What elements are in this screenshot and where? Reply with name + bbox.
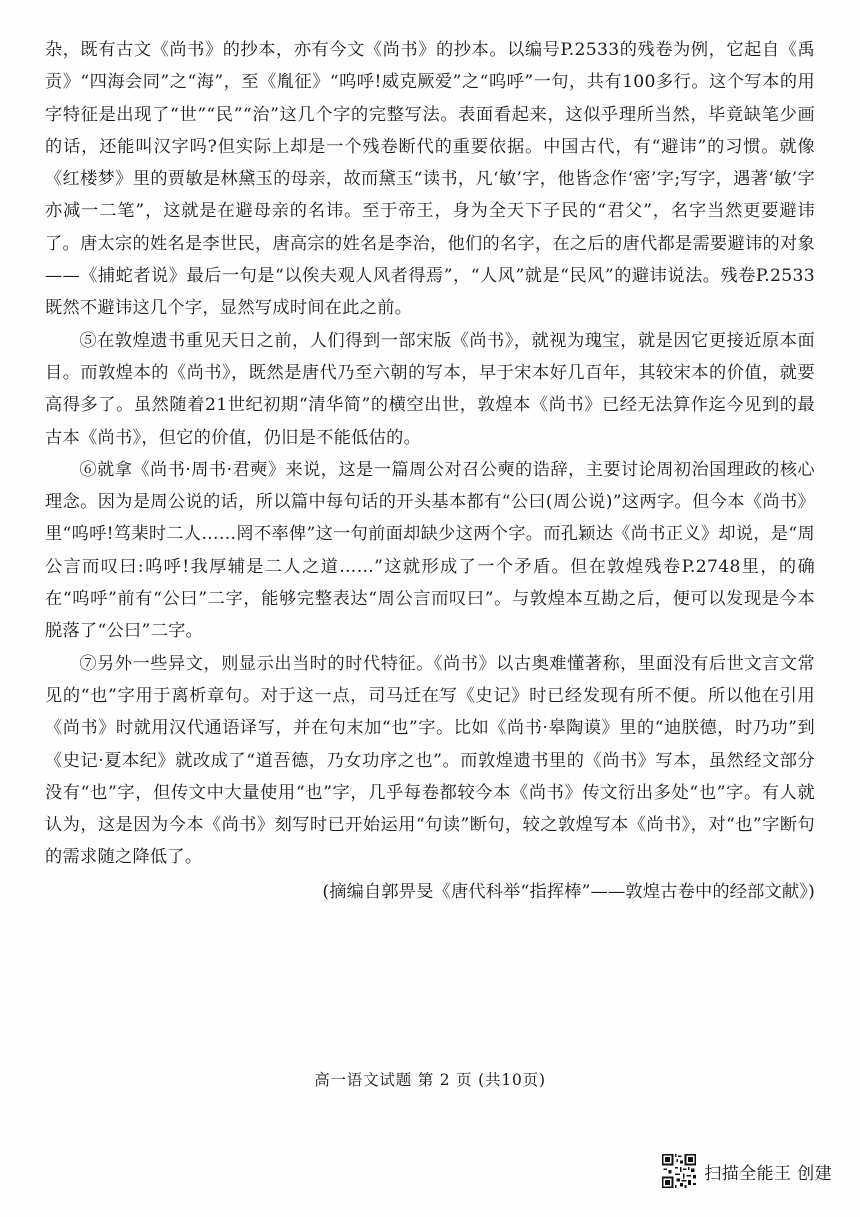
qr-code-icon xyxy=(662,1154,696,1188)
scanner-watermark xyxy=(662,1153,832,1189)
paragraph-5: ⑤在敦煌遗书重见天日之前，人们得到一部宋版《尚书》，就视为瑰宝，就是因它更接近原本面目。而敦煌本的《尚书》，既然是唐代乃至六朝的写本，早于宋本好几百年，其较宋本的价值，就要高得多了。虽然随着21世纪初期“清华简”的横空出世，敦煌本《尚书》已经无法算作迄今见到的最古本《尚书》，但它的价值，仍旧是不能低估的。 xyxy=(45,330,815,448)
article-body xyxy=(45,34,815,908)
paragraph-6: ⑥就拿《尚书·周书·君奭》来说，这是一篇周公对召公奭的诰辞，主要讨论周初治国理政的核心理念。因为是周公说的话，所以篇中每句话的开头基本都有“公曰(周公说)”这两字。但今本《尚书》里“呜呼!笃棐时二人……罔不率俾”这一句前面却缺少这两个字。而孔颖达《尚书正义》却说，是“周公言而叹曰:呜呼!我厚辅是二人之道……”这就形成了一个矛盾。但在敦煌残卷P.2748里，的确在“呜呼”前有“公曰”二字，能够完整表达“周公言而叹曰”。与敦煌本互勘之后，便可以发现是今本脱落了“公曰”二字。 xyxy=(45,459,815,642)
page-footer: 高一语文试题 第 2 页 (共10页) xyxy=(314,1071,546,1089)
paragraph-continuation: 杂，既有古文《尚书》的抄本，亦有今文《尚书》的抄本。以编号P.2533的残卷为例，它起自《禹贡》“四海会同”之“海”，至《胤征》“呜呼!威克厥爱”之“呜呼”一句，共有100多行。这个写本的用字特征是出现了“世”“民”“治”这几个字的完整写法。表面看起来，这似乎理所当然，毕竟缺笔少画的话，还能叫汉字吗?但实际上却是一个残卷断代的重要依据。中国古代，有“避讳”的习惯。就像《红楼梦》里的贾敏是林黛玉的母亲，故而黛玉“读书，凡‘敏’字，他皆念作‘密’字;写字，遇著‘敏’字亦减一二笔”，这就是在避母亲的名讳。至于帝王，身为全天下子民的“君父”，名字当然更要避讳了。唐太宗的姓名是李世民，唐高宗的姓名是李治，他们的名字，在之后的唐代都是需要避讳的对象——《捕蛇者说》最后一句是“以俟夫观人风者得焉”，“人风”就是“民风”的避讳说法。残卷P.2533既然不避讳这几个字，显然写成时间在此之前。 xyxy=(45,40,815,319)
source-citation: (摘编自郭畀旻《唐代科举“指挥棒”——敦煌古卷中的经部文献》) xyxy=(322,881,815,902)
paragraph-7: ⑦另外一些异文，则显示出当时的时代特征。《尚书》以古奥难懂著称，里面没有后世文言文常见的“也”字用于离析章句。对于这一点，司马迁在写《史记》时已经发现有所不便。所以他在引用《尚书》时就用汉代通语译写，并在句末加“也”字。比如《尚书·皋陶谟》里的“迪朕德，时乃功”到《史记·夏本纪》就改成了“道吾德，乃女功序之也”。而敦煌遗书里的《尚书》写本，虽然经文部分没有“也”字，但传文中大量使用“也”字，几乎每卷都较今本《尚书》传文衍出多处“也”字。有人就认为，这是因为今本《尚书》刻写时已开始运用“句读”断句，较之敦煌写本《尚书》，对“也”字断句的需求随之降低了。 xyxy=(45,653,815,868)
watermark-label: 扫描全能王 创建 xyxy=(704,1163,832,1184)
